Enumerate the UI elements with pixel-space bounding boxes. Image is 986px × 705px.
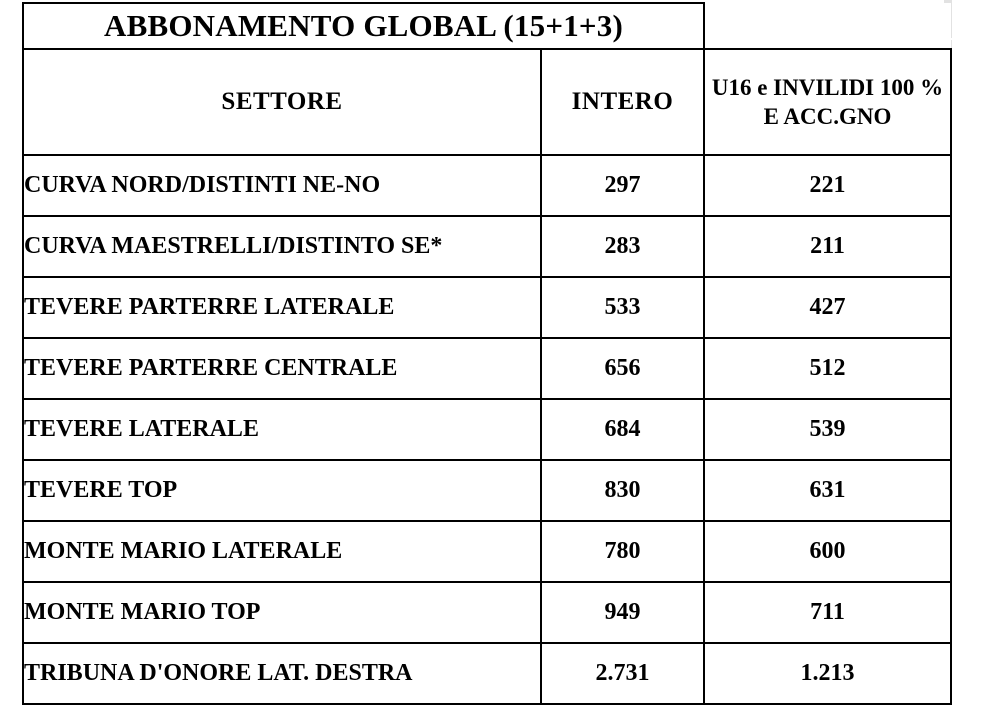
column-header-ridotto: U16 e INVILIDI 100 % E ACC.GNO bbox=[704, 49, 951, 155]
row-ridotto: 221 bbox=[704, 155, 951, 216]
row-ridotto: 631 bbox=[704, 460, 951, 521]
row-sector: TEVERE TOP bbox=[23, 460, 541, 521]
row-intero: 830 bbox=[541, 460, 704, 521]
table-row bbox=[23, 399, 951, 460]
row-intero: 297 bbox=[541, 155, 704, 216]
row-ridotto: 711 bbox=[704, 582, 951, 643]
column-header-sector: SETTORE bbox=[23, 49, 541, 155]
title-row-spacer bbox=[704, 3, 951, 49]
row-sector: TEVERE PARTERRE CENTRALE bbox=[23, 338, 541, 399]
header-row bbox=[23, 49, 951, 155]
row-intero: 780 bbox=[541, 521, 704, 582]
row-ridotto: 512 bbox=[704, 338, 951, 399]
row-sector: MONTE MARIO LATERALE bbox=[23, 521, 541, 582]
title-row bbox=[23, 3, 951, 49]
row-intero: 656 bbox=[541, 338, 704, 399]
table-row bbox=[23, 216, 951, 277]
row-sector: CURVA NORD/DISTINTI NE-NO bbox=[23, 155, 541, 216]
row-intero: 949 bbox=[541, 582, 704, 643]
column-header-intero: INTERO bbox=[541, 49, 704, 155]
row-ridotto: 600 bbox=[704, 521, 951, 582]
row-sector: TEVERE PARTERRE LATERALE bbox=[23, 277, 541, 338]
row-intero: 684 bbox=[541, 399, 704, 460]
table-row bbox=[23, 155, 951, 216]
row-intero: 2.731 bbox=[541, 643, 704, 704]
row-sector: MONTE MARIO TOP bbox=[23, 582, 541, 643]
row-intero: 283 bbox=[541, 216, 704, 277]
row-sector: TEVERE LATERALE bbox=[23, 399, 541, 460]
table-row bbox=[23, 460, 951, 521]
subscription-price-table bbox=[22, 2, 952, 705]
document-title: ABBONAMENTO GLOBAL (15+1+3) bbox=[23, 3, 704, 49]
row-intero: 533 bbox=[541, 277, 704, 338]
table-row bbox=[23, 521, 951, 582]
row-sector: TRIBUNA D'ONORE LAT. DESTRA bbox=[23, 643, 541, 704]
row-ridotto: 427 bbox=[704, 277, 951, 338]
table-row bbox=[23, 277, 951, 338]
table-row bbox=[23, 643, 951, 704]
table-row bbox=[23, 582, 951, 643]
row-ridotto: 1.213 bbox=[704, 643, 951, 704]
table-row bbox=[23, 338, 951, 399]
row-sector: CURVA MAESTRELLI/DISTINTO SE* bbox=[23, 216, 541, 277]
row-ridotto: 211 bbox=[704, 216, 951, 277]
row-ridotto: 539 bbox=[704, 399, 951, 460]
